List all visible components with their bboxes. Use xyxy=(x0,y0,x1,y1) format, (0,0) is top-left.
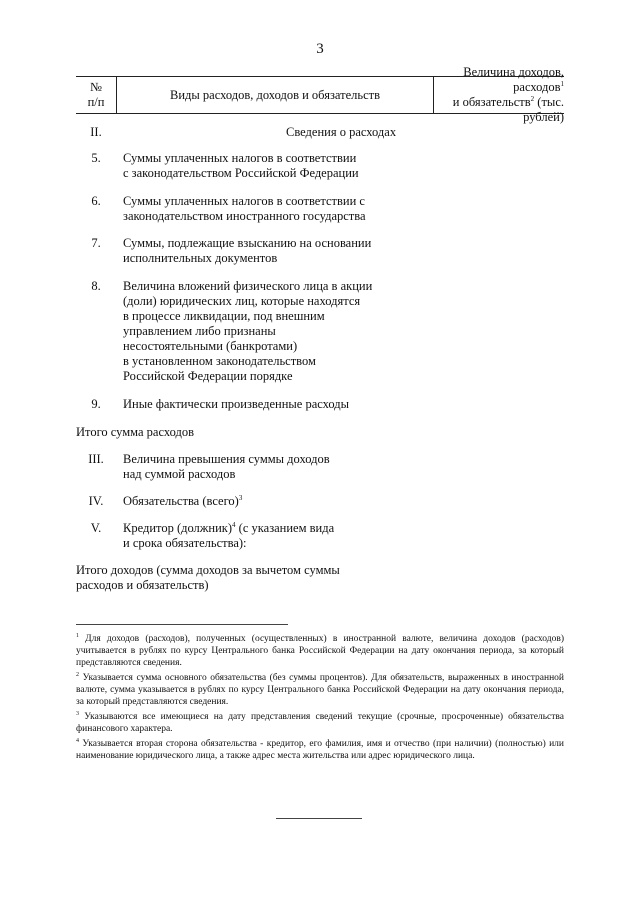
item-9-number: 9. xyxy=(91,397,101,411)
total-income-line: Итого доходов (сумма доходов за вычетом суммы xyxy=(76,563,340,577)
header-types-column xyxy=(116,77,434,113)
footnote-ref-3: 3 xyxy=(238,493,243,502)
footnote-1-marker: 1 xyxy=(76,632,79,639)
footnote-3 xyxy=(76,711,564,735)
header-amount-column xyxy=(433,65,564,124)
item-8-line: в установленном законодательством xyxy=(123,354,316,368)
creditor-label-tail: (с указанием вида xyxy=(235,521,335,535)
footnote-ref-2: 2 xyxy=(530,94,535,103)
end-of-page-line xyxy=(276,818,362,819)
item-6-line: Суммы уплаченных налогов в соответствии с xyxy=(123,194,365,208)
item-8-line: несостоятельными (банкротами) xyxy=(123,339,298,353)
obligations-label: Обязательства (всего) xyxy=(123,494,239,508)
item-8-line: (доли) юридических лиц, которые находятся xyxy=(123,294,361,308)
item-7-line: исполнительных документов xyxy=(123,251,278,265)
item-7-number: 7. xyxy=(91,236,101,250)
page-number: 3 xyxy=(316,41,324,57)
header-number-sign: № xyxy=(90,80,102,94)
header-number-abbr: п/п xyxy=(87,95,105,109)
creditor-label: Кредитор (должник) xyxy=(123,521,233,535)
section-2-number: II. xyxy=(90,125,102,139)
item-6-number: 6. xyxy=(91,194,101,208)
item-5-line: Суммы уплаченных налогов в соответствии xyxy=(123,151,357,165)
footnote-4 xyxy=(76,738,564,762)
item-8-number: 8. xyxy=(91,279,101,293)
section-4-number: IV. xyxy=(88,494,104,508)
footnote-1 xyxy=(76,633,564,669)
total-income-line: расходов и обязательств) xyxy=(76,578,209,592)
footnote-ref-1: 1 xyxy=(560,79,564,88)
item-8-line: управлением либо признаны xyxy=(123,324,276,338)
footnote-2 xyxy=(76,672,564,708)
section-5-number: V. xyxy=(90,521,102,535)
item-7-text xyxy=(123,236,371,266)
section-3-text xyxy=(123,452,330,482)
section-5-text xyxy=(123,521,334,551)
header-amount-tail: (тыс. рублей) xyxy=(523,95,564,124)
footnote-2-marker: 2 xyxy=(76,671,79,678)
footnote-4-marker: 4 xyxy=(76,737,79,744)
footnote-3-marker: 3 xyxy=(76,710,79,717)
header-amount-text1: Величина доходов, расходов xyxy=(463,65,564,94)
item-5-line: с законодательством Российской Федерации xyxy=(123,166,359,180)
footnote-1-text: Для доходов (расходов), полученных (осуществленных) в иностранной валюте, величина доходов (расходов) учитывается в рублях по курсу Центрального банка Российской Федерации на дату окончания периода, за который представляются сведения. xyxy=(76,634,565,668)
footnote-ref-4: 4 xyxy=(232,520,236,529)
header-amount-line2 xyxy=(433,95,564,125)
total-income-label xyxy=(76,563,340,593)
footnote-3-text: Указываются все имеющиеся на дату представления сведений текущие (срочные, просроченные) обязательства финансового характера. xyxy=(76,712,565,734)
item-5-text xyxy=(123,151,359,181)
item-8-line: в процессе ликвидации, под внешним xyxy=(123,309,325,323)
total-expenses-label: Итого сумма расходов xyxy=(76,425,194,439)
section-2-title: Сведения о расходах xyxy=(286,125,397,139)
section-5-line xyxy=(123,521,334,536)
item-8-text xyxy=(123,279,372,384)
item-8-line: Величина вложений физического лица в акции xyxy=(123,279,373,293)
item-8-line: Российской Федерации порядке xyxy=(123,369,293,383)
item-7-line: Суммы, подлежащие взысканию на основании xyxy=(123,236,372,250)
section-5-line: и срока обязательства): xyxy=(123,536,247,550)
section-3-line: над суммой расходов xyxy=(123,467,236,481)
footnote-4-text: Указывается вторая сторона обязательства - кредитор, его фамилия, имя и отчество (при наличии) (полностью) или наименование юридического лица, а также адрес места жительства или адрес юридического лица. xyxy=(76,739,565,761)
item-6-text xyxy=(123,194,366,224)
header-types-label: Виды расходов, доходов и обязательств xyxy=(169,87,380,102)
footnote-separator xyxy=(76,624,288,625)
section-3-number: III. xyxy=(88,452,104,466)
header-amount-text2: и обязательств xyxy=(452,95,531,109)
item-5-number: 5. xyxy=(91,151,101,165)
header-amount-line1 xyxy=(433,65,564,95)
item-9-line: Иные фактически произведенные расходы xyxy=(123,397,350,411)
header-number-column xyxy=(76,77,116,113)
section-3-line: Величина превышения суммы доходов xyxy=(123,452,330,466)
section-4-text xyxy=(123,494,242,509)
table-header xyxy=(76,65,564,124)
footnote-2-text: Указывается сумма основного обязательства (без суммы процентов). Для обязательств, выраженных в иностранной валюте, сумма указывается в рублях по курсу Центрального банка Российской Федерации на дату окончания периода, за который представляются сведения. xyxy=(76,673,565,707)
item-9-text xyxy=(123,397,349,412)
item-6-line: законодательством иностранного государства xyxy=(123,209,366,223)
